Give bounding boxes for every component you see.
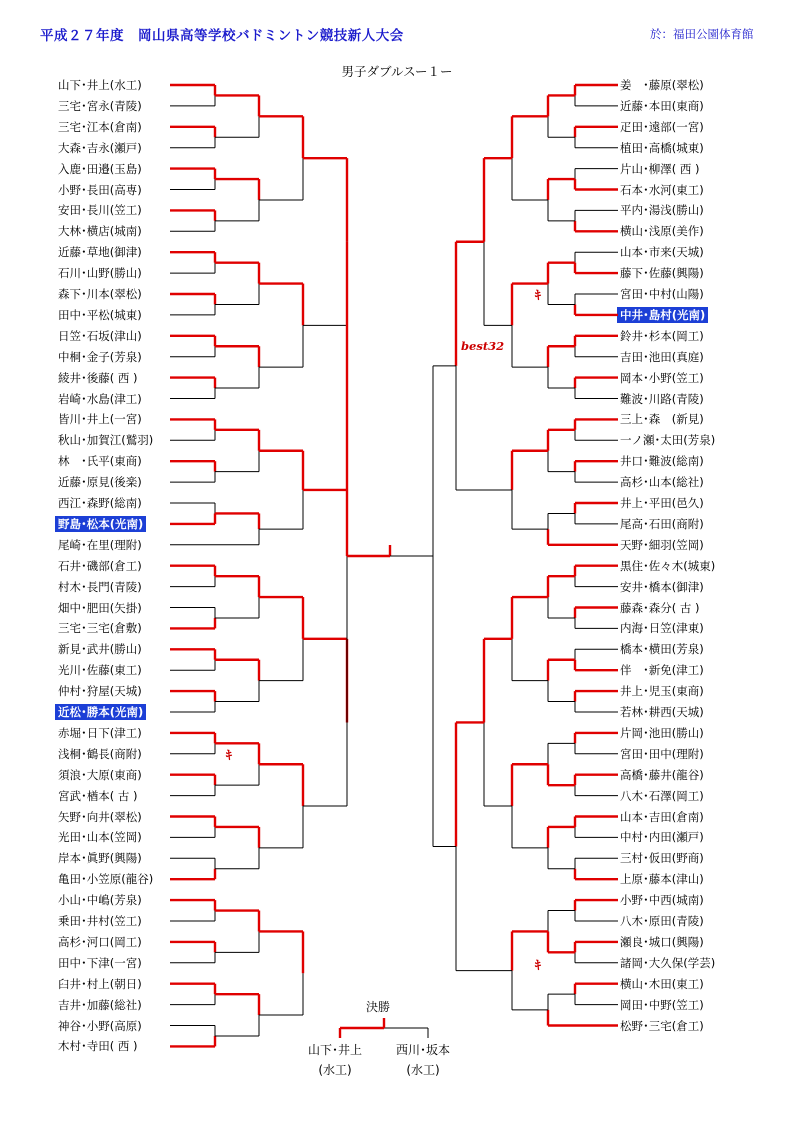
right-entry: 疋田･遠部(一宮) [620, 119, 704, 134]
left-entry: 小山･中嶋(芳泉) [58, 893, 142, 908]
right-entry: 鈴井･杉本(岡工) [620, 328, 704, 343]
left-entry: 畑中･肥田(矢掛) [58, 600, 142, 615]
withdrawal-mark-left: ｷ [226, 748, 233, 762]
left-entry: 神谷･小野(高原) [58, 1018, 142, 1033]
left-entry: 矢野･向井(翠松) [58, 809, 142, 824]
left-entry: 林 ･氏平(東商) [58, 454, 142, 469]
withdrawal-mark-right-bottom: ｷ [535, 958, 542, 972]
right-entry: 片山･柳澤( 西 ) [620, 161, 700, 176]
right-entry: 黒住･佐々木(城東) [620, 558, 716, 573]
left-entry: 大森･吉永(瀬戸) [58, 140, 142, 155]
right-entry: 山本･市来(天城) [620, 245, 704, 260]
right-entry: 内海･日笠(津東) [620, 621, 704, 636]
right-entry: 藤下･佐藤(興陽) [620, 266, 704, 281]
left-entry: 秋山･加賀江(鷲羽) [58, 433, 154, 448]
left-entry: 近松･勝本(光南) [55, 704, 146, 720]
right-entry: 横山･浅原(美作) [620, 224, 704, 239]
right-entry: 若林･耕西(天城) [620, 705, 704, 719]
right-entry: 平内･湯浅(勝山) [620, 203, 704, 218]
left-entry: 山下･井上(水工) [58, 78, 142, 92]
left-entry: 田中･下津(一宮) [58, 955, 142, 970]
right-entry: 宮田･田中(理附) [620, 746, 704, 761]
right-entry: 上原･藤本(津山) [620, 872, 704, 887]
left-entry: 浅桐･鶴長(商附) [58, 746, 142, 761]
right-entry: 尾高･石田(商附) [620, 516, 704, 531]
left-entry: 岩崎･水島(津工) [58, 391, 142, 406]
final-left-school: (水工) [318, 1063, 352, 1077]
right-entry: 諸岡･大久保(学芸) [620, 955, 716, 970]
final-right-school: (水工) [406, 1063, 440, 1077]
final-label: 決勝 [366, 1000, 391, 1014]
right-entry: 岡田･中野(笠工) [620, 997, 704, 1012]
withdrawal-mark-right-top: ｷ [535, 288, 542, 302]
left-entry: 赤堀･日下(津工) [58, 725, 142, 740]
right-entry: 橋本･横田(芳泉) [620, 642, 704, 657]
left-entry: 大林･横店(城南) [58, 224, 142, 239]
left-entry: 入鹿･田邉(玉島) [58, 161, 142, 176]
right-entry: 岡本･小野(笠工) [620, 370, 704, 385]
left-entry: 綾井･後藤( 西 ) [58, 370, 138, 385]
left-entry: 木村･寺田( 西 ) [58, 1039, 138, 1054]
right-entry: 伴 ･新免(津工) [620, 663, 704, 678]
right-entry: 天野･細羽(笠岡) [620, 537, 704, 552]
right-entry: 井上･平田(邑久) [620, 496, 704, 510]
right-entry: 中井･島村(光南) [617, 307, 708, 323]
left-entry: 石井･磯部(倉工) [58, 558, 142, 573]
left-entry: 仲村･狩屋(天城) [58, 684, 142, 699]
right-entry: 植田･高橋(城東) [620, 140, 704, 155]
left-entry: 三宅･三宅(倉敷) [58, 621, 142, 636]
right-entry: 一ノ瀬･太田(芳泉) [620, 433, 716, 448]
left-entry: 村木･長門(青陵) [58, 579, 142, 594]
left-entry: 須浪･大原(東商) [58, 767, 142, 782]
right-entry: 石本･水河(東工) [620, 182, 704, 197]
left-entry: 日笠･石坂(津山) [58, 328, 142, 343]
final-left-pair: 山下･井上 [307, 1043, 362, 1057]
right-entry: 松野･三宅(倉工) [620, 1018, 704, 1033]
left-entry: 光田･山本(笠岡) [58, 830, 142, 845]
right-entry: 藤森･森分( 古 ) [620, 600, 700, 615]
right-entry: 安井･橋本(御津) [620, 579, 704, 594]
left-entry: 野島･松本(光南) [55, 516, 146, 532]
right-entry: 瀬良･城口(興陽) [620, 934, 704, 949]
left-entry: 森下･川本(翠松) [58, 287, 142, 301]
left-entry: 尾崎･在里(理附) [58, 537, 142, 552]
right-entry: 難波･川路(青陵) [620, 391, 704, 406]
left-entry: 光川･佐藤(東工) [58, 663, 142, 678]
left-entry: 吉井･加藤(総社) [58, 997, 142, 1012]
event-title: 男子ダブルスー１ー [341, 64, 453, 79]
right-entry: 近藤･本田(東商) [620, 98, 704, 113]
left-entry: 安田･長川(笠工) [58, 203, 142, 218]
left-entry: 皆川･井上(一宮) [58, 412, 142, 427]
right-entry: 中村･内田(瀬戸) [620, 830, 704, 845]
page-title: 平成２７年度 岡山県高等学校バドミントン競技新人大会 [40, 28, 404, 44]
left-entry: 田中･平松(城東) [58, 307, 142, 322]
left-entry: 石川･山野(勝山) [58, 266, 142, 281]
right-entry: 姜 ･藤原(翠松) [620, 78, 704, 92]
left-entry: 臼井･村上(朝日) [58, 976, 142, 991]
right-entry: 三村･仮田(野商) [620, 851, 704, 866]
right-entry: 高杉･山本(総社) [620, 475, 704, 490]
right-entry: 高橋･藤井(龍谷) [620, 767, 704, 782]
venue-label: 於：福田公園体育館 [650, 27, 754, 41]
right-entry: 宮田･中村(山陽) [620, 287, 704, 301]
right-entry: 山本･吉田(倉南) [620, 809, 704, 824]
left-entry: 近藤･草地(御津) [58, 245, 142, 260]
left-entry: 近藤･原見(後楽) [58, 475, 142, 490]
final-right-pair: 西川･坂本 [395, 1043, 450, 1057]
left-entry: 小野･長田(高専) [58, 182, 142, 197]
right-entry: 横山･木田(東工) [620, 976, 704, 991]
left-entry: 三宅･宮永(青陵) [58, 98, 142, 113]
right-entry: 井上･児玉(東商) [620, 684, 704, 699]
right-entry: 吉田･池田(真庭) [620, 349, 704, 364]
left-entry: 西江･森野(総南) [58, 496, 142, 510]
right-entry: 八木･原田(青陵) [620, 914, 704, 928]
left-entry: 三宅･江本(倉南) [58, 119, 142, 134]
best32-label: best32 [461, 339, 505, 353]
right-entry: 井口･難波(総南) [620, 454, 704, 469]
left-entry: 高杉･河口(岡工) [58, 934, 142, 949]
left-entry: 岸本･眞野(興陽) [58, 851, 142, 866]
left-entry: 新見･武井(勝山) [58, 642, 142, 657]
left-entry: 乗田･井村(笠工) [58, 914, 142, 928]
left-entry: 亀田･小笠原(龍谷) [58, 872, 154, 887]
right-entry: 小野･中西(城南) [620, 893, 704, 908]
right-entry: 片岡･池田(勝山) [620, 725, 704, 740]
left-entry: 宮武･楢本( 古 ) [58, 788, 138, 803]
left-entry: 中桐･金子(芳泉) [58, 349, 142, 364]
right-entry: 八木･石澤(岡工) [620, 788, 704, 803]
right-entry: 三上･森 (新見) [620, 412, 704, 427]
